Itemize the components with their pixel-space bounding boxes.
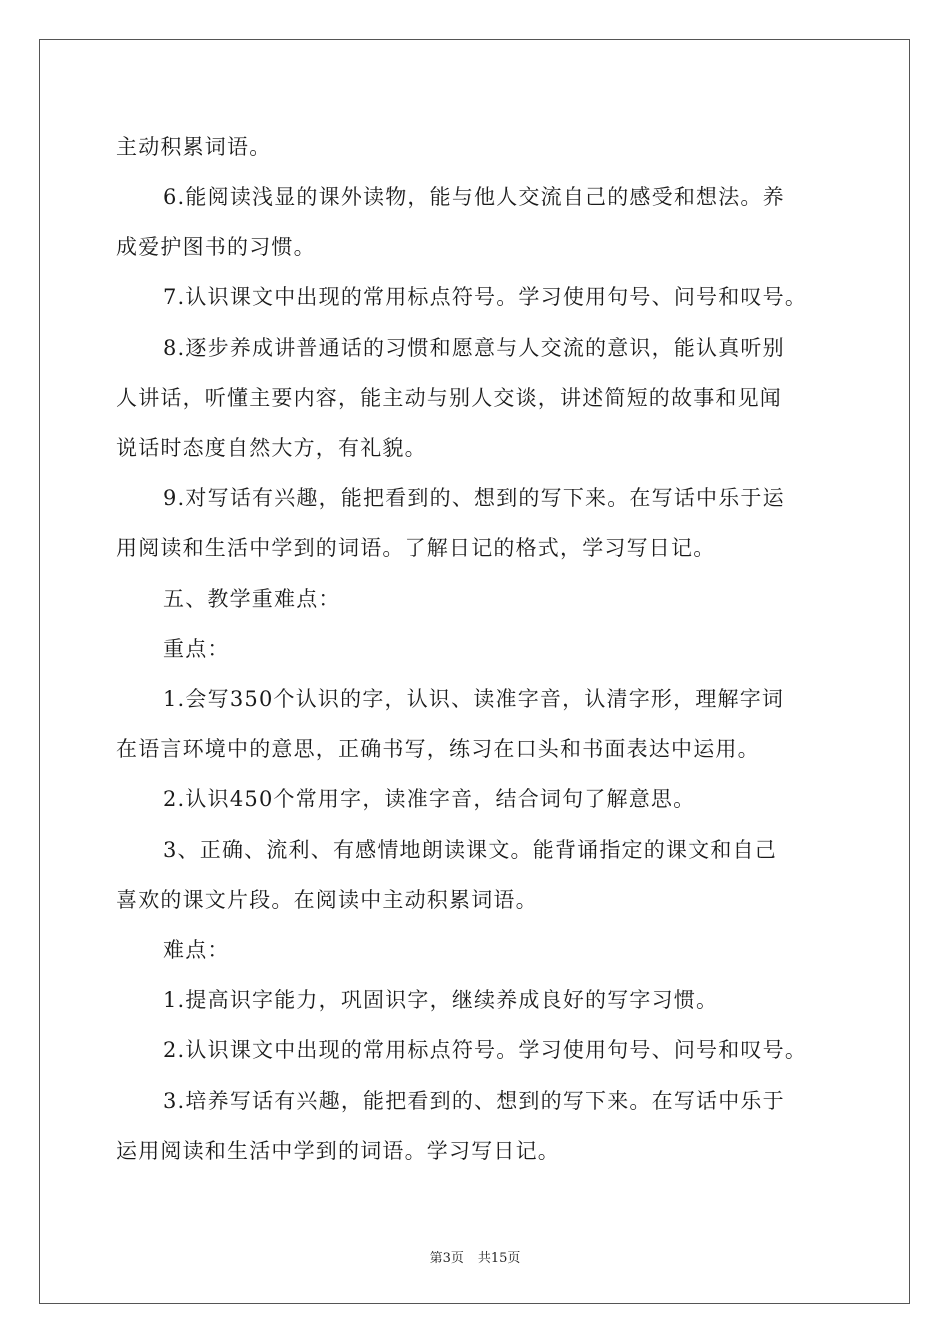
text-line: 成爱护图书的习惯。: [116, 235, 316, 259]
text-line: 3.培养写话有兴趣，能把看到的、想到的写下来。在写话中乐于: [163, 1089, 785, 1113]
text-line: 说话时态度自然大方，有礼貌。: [116, 436, 427, 460]
text-line: 9.对写话有兴趣，能把看到的、想到的写下来。在写话中乐于运: [163, 486, 785, 510]
text-line: 3、正确、流利、有感情地朗读课文。能背诵指定的课文和自己: [163, 838, 777, 862]
subheading-key-points: 重点：: [163, 637, 230, 661]
text-line: 2.认识450个常用字，读准字音，结合词句了解意思。: [163, 787, 696, 811]
text-line: 人讲话，听懂主要内容，能主动与别人交谈，讲述简短的故事和见闻: [116, 386, 782, 410]
section-heading: 五、教学重难点：: [163, 587, 341, 611]
page-number: 第3页: [429, 1251, 464, 1266]
text-line: 1.提高识字能力，巩固识字，继续养成良好的写字习惯。: [163, 988, 719, 1012]
text-line: 喜欢的课文片段。在阅读中主动积累词语。: [116, 888, 538, 912]
text-line: 在语言环境中的意思，正确书写，练习在口头和书面表达中运用。: [116, 737, 760, 761]
text-line: 8.逐步养成讲普通话的习惯和愿意与人交流的意识，能认真听别: [163, 336, 785, 360]
text-line: 7.认识课文中出现的常用标点符号。学习使用句号、问号和叹号。: [163, 285, 808, 309]
text-line: 2.认识课文中出现的常用标点符号。学习使用句号、问号和叹号。: [163, 1038, 808, 1062]
text-line: 1.会写350个认识的字，认识、读准字音，认清字形，理解字词: [163, 687, 785, 711]
subheading-difficulties: 难点：: [163, 938, 230, 962]
page-footer: [0, 1247, 950, 1266]
page-total: 共15页: [477, 1251, 521, 1266]
text-line: 主动积累词语。: [116, 135, 272, 159]
text-line: 6.能阅读浅显的课外读物，能与他人交流自己的感受和想法。养: [163, 185, 785, 209]
text-line: 运用阅读和生活中学到的词语。学习写日记。: [116, 1139, 560, 1163]
text-line: 用阅读和生活中学到的词语。了解日记的格式，学习写日记。: [116, 536, 716, 560]
